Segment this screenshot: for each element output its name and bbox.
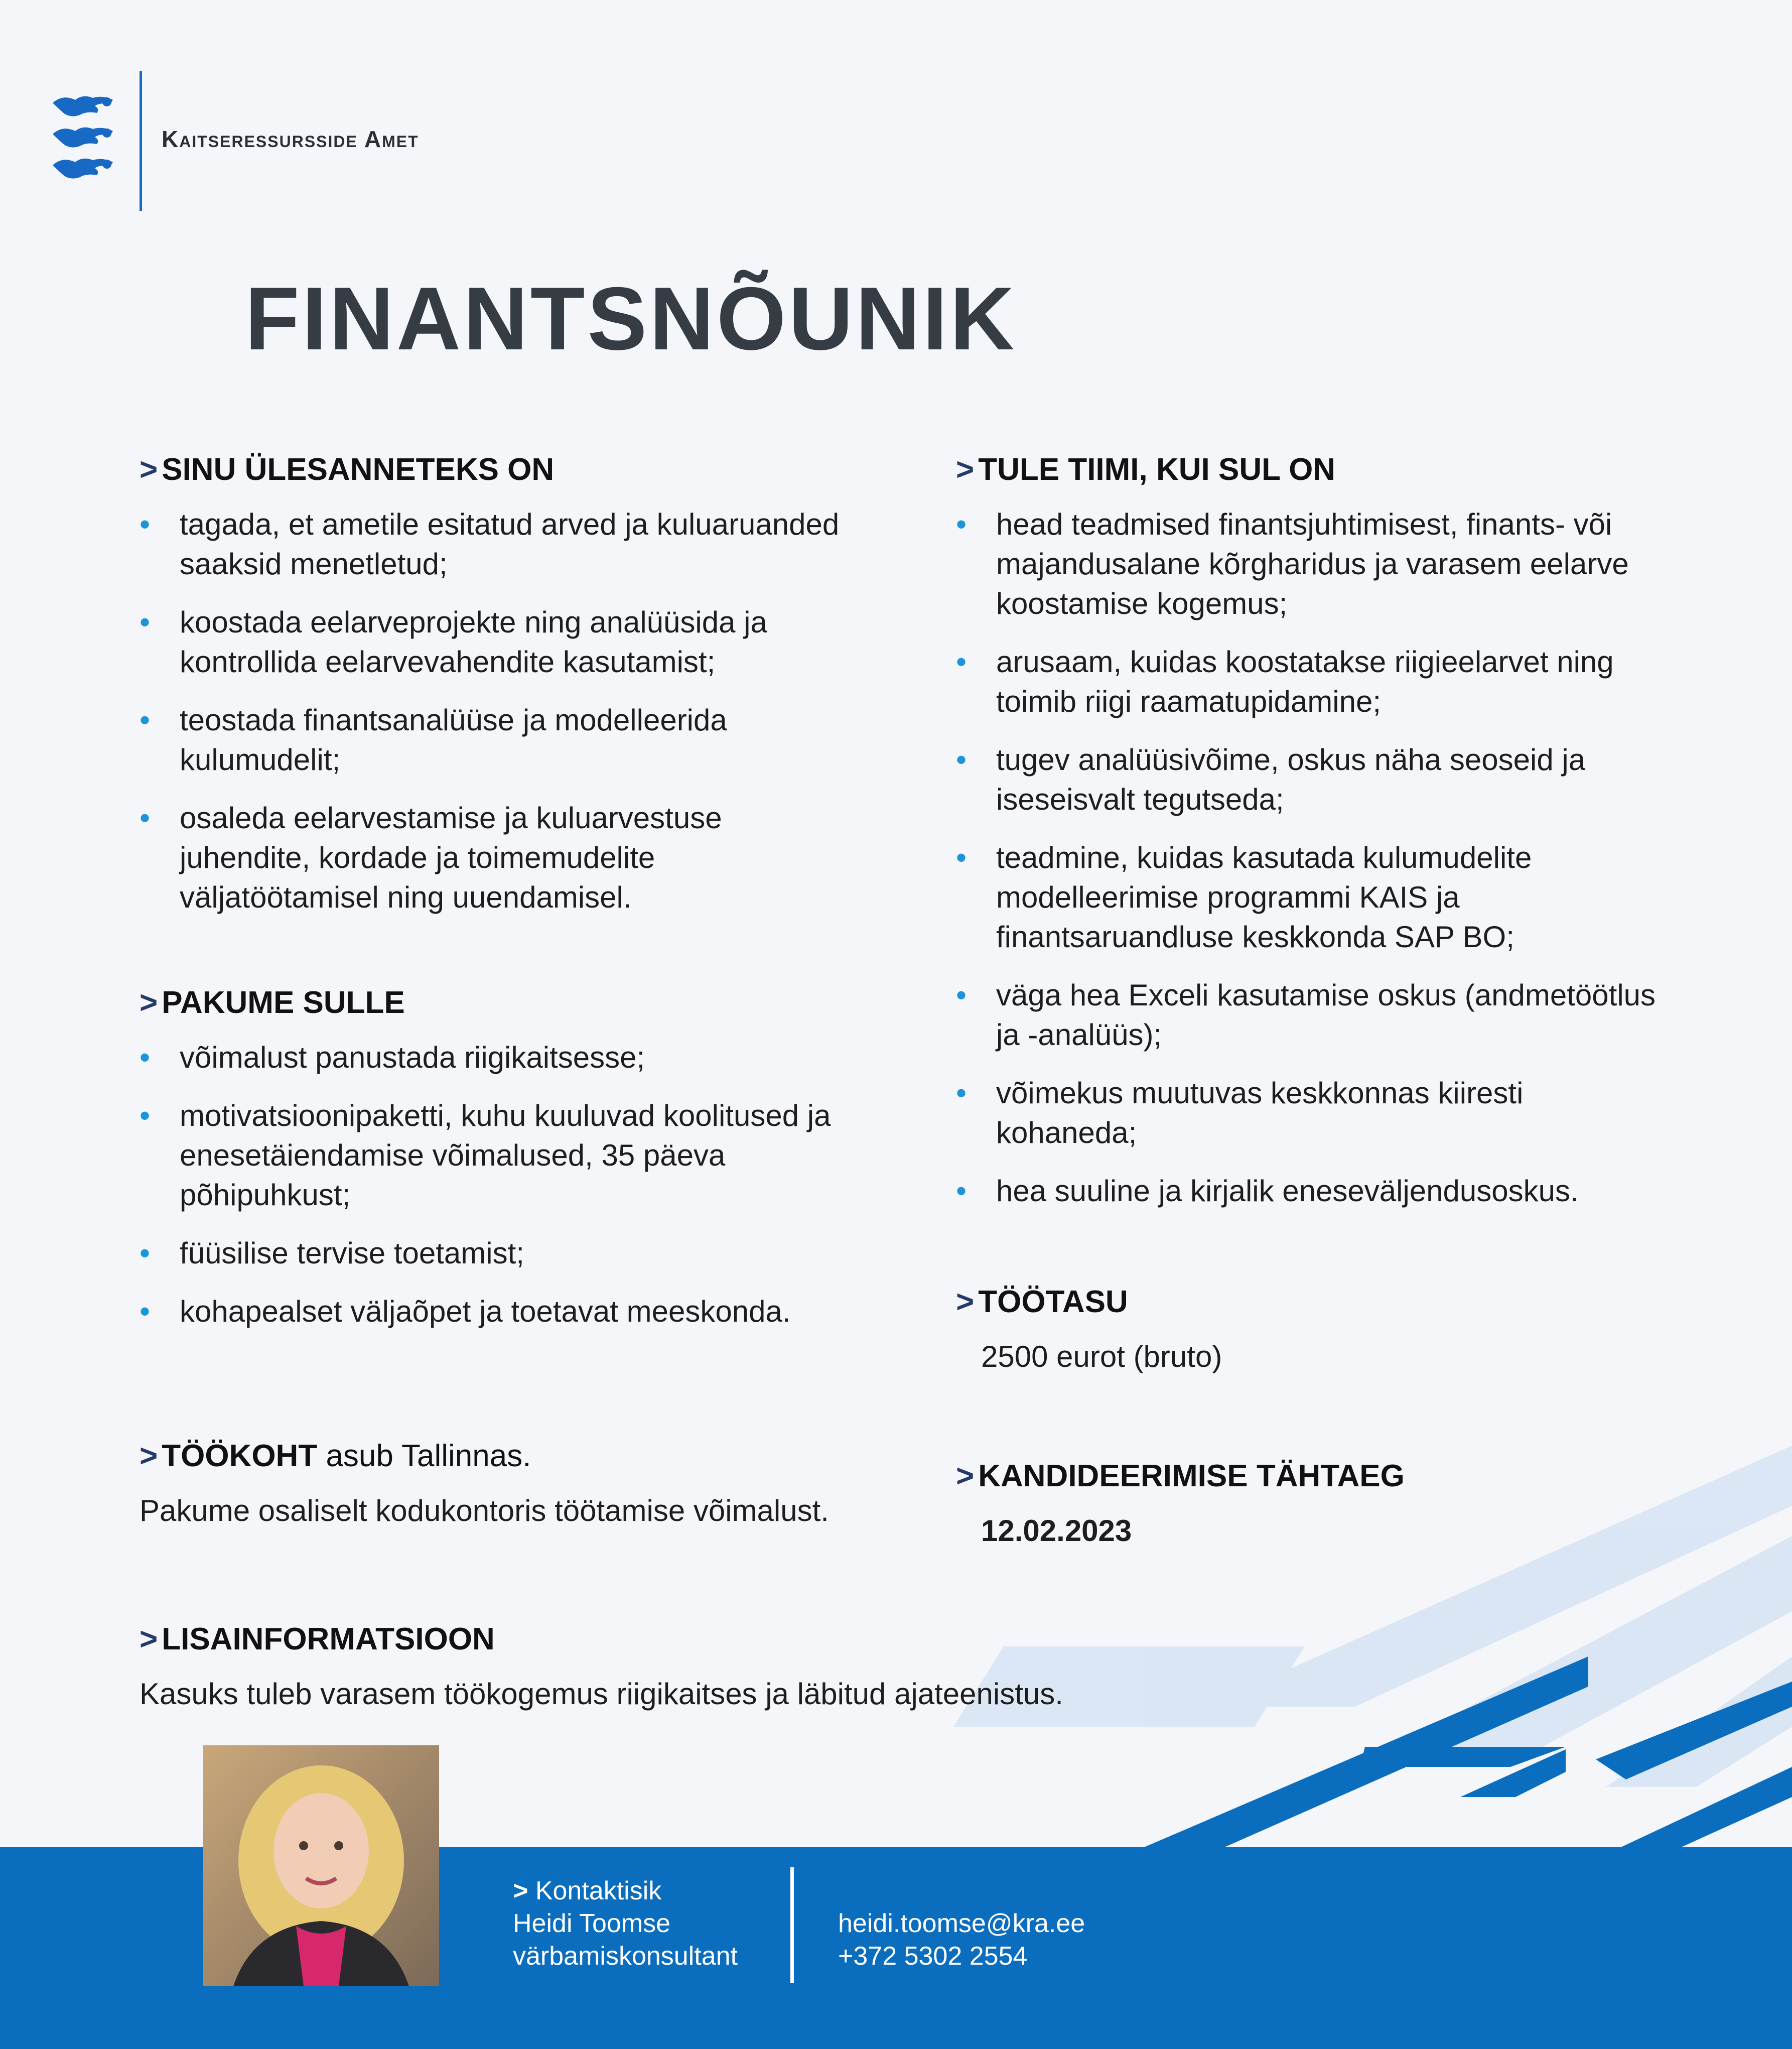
deadline-value: 12.02.2023	[981, 1514, 1132, 1548]
contact-name: Heidi Toomse	[513, 1909, 671, 1938]
org-name: Kaitseressursside Amet	[162, 126, 419, 152]
three-lions-coat-of-arms-icon	[48, 93, 118, 188]
list-item: • hea suuline ja kirjalik eneseväljendusoskus.	[956, 1171, 1669, 1211]
extra-heading: > LISAINFORMATSIOON	[140, 1622, 495, 1656]
tasks-section	[140, 452, 852, 936]
contact-person	[513, 1875, 738, 1973]
requirements-section	[956, 452, 1669, 1229]
salary-section	[956, 1284, 1669, 1376]
workplace-heading: > TÖÖKOHT asub Tallinnas.	[140, 1439, 531, 1473]
workplace-text: Pakume osaliselt kodukontoris töötamise võimalust.	[140, 1494, 829, 1527]
list-item: • koostada eelarveprojekte ning analüüsida ja kontrollida eelarvevahendite kasutamist;	[140, 602, 852, 682]
list-item: • motivatsioonipaketti, kuhu kuuluvad koolitused ja enesetäiendamise võimalused, 35 päeva põhipuhkust;	[140, 1096, 852, 1215]
salary-heading: > TÖÖTASU	[956, 1285, 1128, 1319]
list-item: • arusaam, kuidas koostatakse riigieelarvet ning toimib riigi raamatupidamine;	[956, 642, 1669, 721]
tasks-heading: > SINU ÜLESANNETEKS ON	[140, 452, 555, 487]
workplace-section	[140, 1438, 852, 1530]
list-item: • väga hea Exceli kasutamise oskus (andmetöötlus ja -analüüs);	[956, 975, 1669, 1055]
list-item: • osaleda eelarvestamise ja kuluarvestuse juhendite, kordade ja toimemudelite väljatöötamisel ning uuendamisel.	[140, 798, 852, 917]
list-item: • head teadmised finantsjuhtimisest, finants- või majandusalane kõrgharidus ja varasem eelarve koostamise kogemus;	[956, 504, 1669, 623]
requirements-heading: > TULE TIIMI, KUI SUL ON	[956, 452, 1336, 487]
page-title: FINANTSNÕUNIK	[245, 269, 1017, 368]
salary-value: 2500 eurot (bruto)	[981, 1340, 1222, 1373]
offer-heading: > PAKUME SULLE	[140, 985, 405, 1020]
list-item: • kohapealset väljaõpet ja toetavat meeskonda.	[140, 1292, 852, 1331]
list-item: • tagada, et ametile esitatud arved ja kuluaruanded saaksid menetletud;	[140, 504, 852, 584]
list-item: • tugev analüüsivõime, oskus näha seoseid ja iseseisvalt tegutseda;	[956, 740, 1669, 819]
contact-role: värbamiskonsultant	[513, 1942, 738, 1971]
logo-divider	[140, 71, 142, 211]
list-item: • füüsilise tervise toetamist;	[140, 1233, 852, 1273]
offer-section	[140, 985, 852, 1350]
contact-avatar	[203, 1745, 439, 1986]
contact-details	[838, 1907, 1085, 1973]
deadline-heading: > KANDIDEERIMISE TÄHTAEG	[956, 1459, 1405, 1493]
extra-text: Kasuks tuleb varasem töökogemus riigikaitses ja läbitud ajateenistus.	[140, 1677, 1063, 1711]
list-item: • teadmine, kuidas kasutada kulumudelite modelleerimise programmi KAIS ja finantsaruandluse keskkonda SAP BO;	[956, 838, 1669, 957]
deadline-section	[956, 1458, 1669, 1551]
list-item: • võimalust panustada riigikaitsesse;	[140, 1038, 852, 1077]
list-item: • teostada finantsanalüüse ja modelleerida kulumudelit;	[140, 700, 852, 780]
list-item: • võimekus muutuvas keskkonnas kiiresti kohaneda;	[956, 1073, 1669, 1152]
contact-divider	[790, 1867, 794, 1983]
contact-email[interactable]: heidi.toomse@kra.ee	[838, 1909, 1085, 1938]
extra-section	[140, 1621, 1645, 1714]
contact-phone[interactable]: +372 5302 2554	[838, 1942, 1028, 1971]
contact-label: > Kontaktisik	[513, 1876, 662, 1905]
